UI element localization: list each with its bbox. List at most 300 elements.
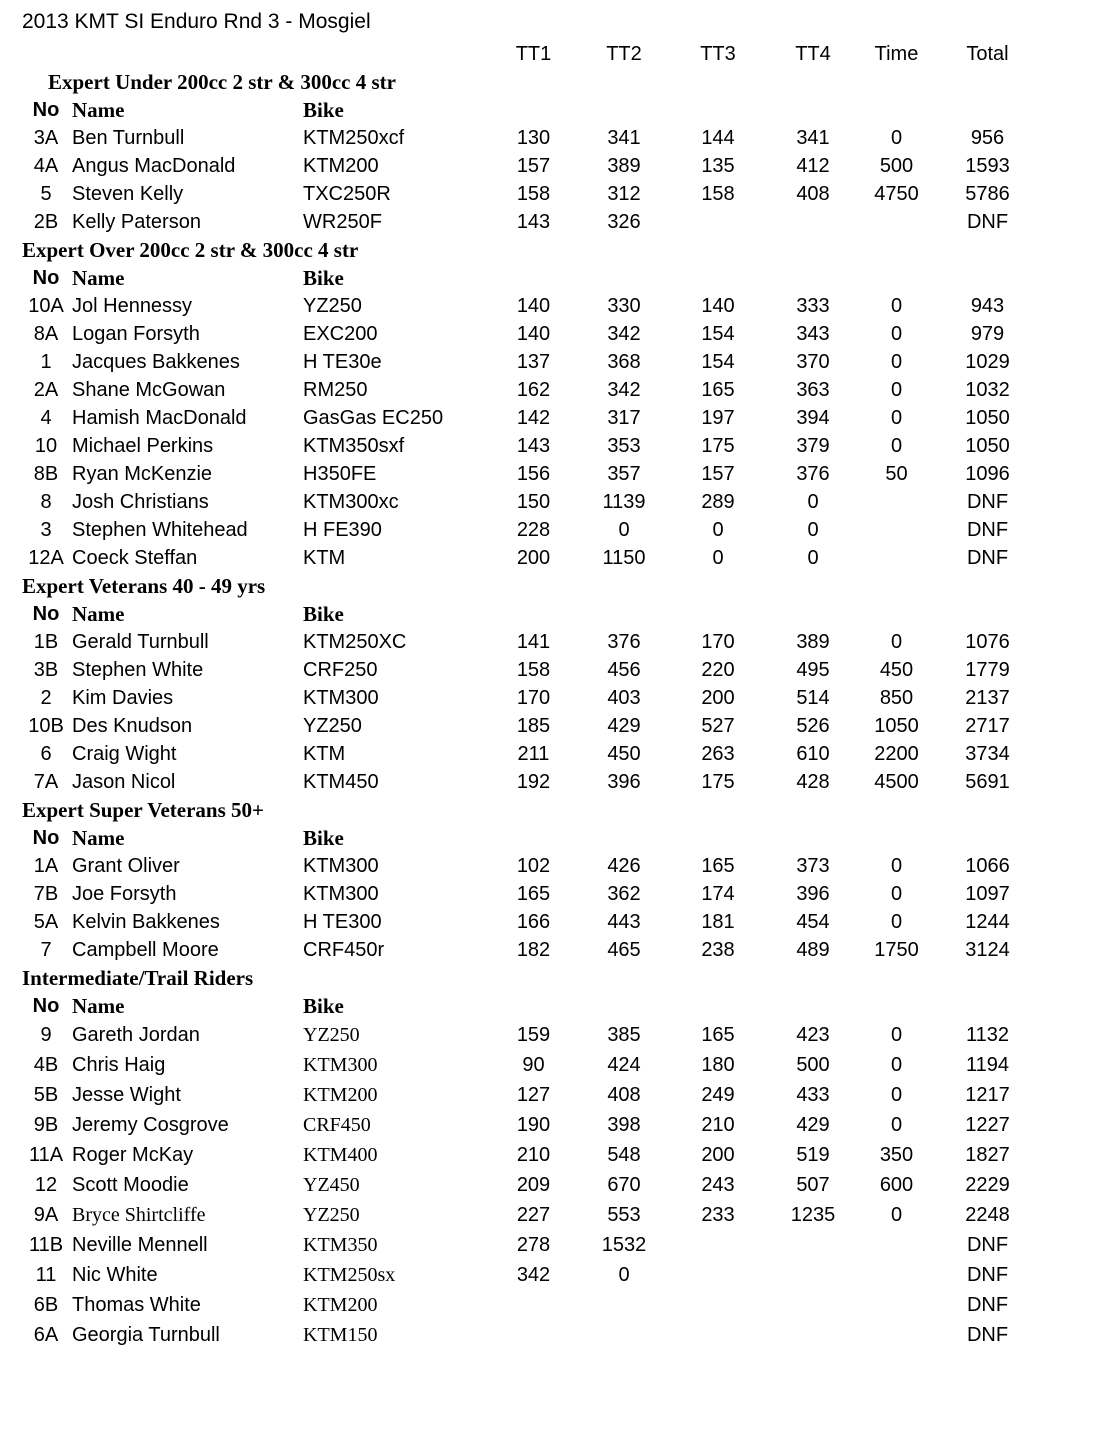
- table-subheader-row: [20, 992, 1040, 1020]
- cell-tt3: 220: [701, 658, 735, 681]
- subheader-spacer-tt2: [580, 264, 668, 292]
- subheader-no: No: [32, 602, 60, 625]
- cell-time: [858, 208, 935, 236]
- subheader-spacer-total: [935, 992, 1040, 1020]
- subheader-spacer-time: [858, 264, 935, 292]
- cell-tt3: 174: [701, 882, 735, 905]
- cell-total: 1050: [965, 406, 1010, 429]
- cell-tt1: 162: [516, 378, 551, 401]
- cell-tt4: [768, 1290, 858, 1320]
- cell-time: 0: [890, 630, 903, 653]
- cell-no: 1B: [33, 630, 59, 653]
- cell-tt4: [768, 208, 858, 236]
- subheader-spacer-tt4: [768, 600, 858, 628]
- subheader-no: No: [32, 266, 60, 289]
- cell-tt2: 403: [607, 686, 641, 709]
- cell-bike: H TE300: [303, 910, 382, 933]
- cell-bike: KTM400: [303, 1143, 378, 1166]
- cell-tt1: 142: [516, 406, 551, 429]
- cell-tt2: 385: [607, 1023, 641, 1046]
- cell-tt2: 368: [607, 350, 641, 373]
- cell-tt1: 211: [517, 742, 550, 765]
- cell-time: 500: [879, 154, 914, 177]
- cell-tt4: 495: [796, 658, 830, 681]
- cell-total: 1097: [965, 882, 1010, 905]
- cell-tt1: 158: [516, 658, 551, 681]
- cell-no: 2A: [33, 378, 59, 401]
- cell-no: 6B: [33, 1293, 59, 1316]
- cell-tt1: 210: [516, 1143, 551, 1166]
- cell-total: 1029: [965, 350, 1010, 373]
- cell-total: 956: [970, 126, 1005, 149]
- cell-name: Angus MacDonald: [72, 154, 236, 177]
- section-header: Expert Veterans 40 - 49 yrs: [22, 573, 266, 598]
- cell-name: Bryce Shirtcliffe: [72, 1203, 206, 1226]
- subheader-bike: Bike: [303, 601, 344, 626]
- cell-name: Nic White: [72, 1263, 158, 1286]
- cell-tt4: 389: [796, 630, 830, 653]
- table-row: [20, 404, 1040, 432]
- subheader-spacer-tt3: [668, 96, 768, 124]
- cell-tt2: 1150: [602, 546, 646, 569]
- cell-total: 1244: [965, 910, 1010, 933]
- cell-tt4: 341: [796, 126, 830, 149]
- cell-tt3: [668, 1290, 768, 1320]
- cell-no: 7B: [33, 882, 59, 905]
- cell-name: Jacques Bakkenes: [72, 350, 240, 373]
- cell-no: 1A: [33, 854, 59, 877]
- cell-name: Grant Oliver: [72, 854, 180, 877]
- column-header-row: [20, 40, 1040, 68]
- subheader-spacer-time: [858, 96, 935, 124]
- cell-tt3: 233: [701, 1203, 735, 1226]
- cell-tt1: 158: [516, 182, 551, 205]
- section-header: Expert Under 200cc 2 str & 300cc 4 str: [48, 69, 396, 94]
- cell-tt3: 170: [701, 630, 735, 653]
- cell-name: Des Knudson: [72, 714, 193, 737]
- column-header-time: Time: [874, 42, 919, 65]
- cell-tt3: 158: [701, 182, 735, 205]
- table-row: [20, 1230, 1040, 1260]
- cell-tt2: 429: [607, 714, 641, 737]
- subheader-spacer-tt2: [580, 600, 668, 628]
- cell-tt2: 465: [607, 938, 641, 961]
- cell-tt3: 243: [701, 1173, 735, 1196]
- cell-total: 1827: [965, 1143, 1010, 1166]
- cell-tt4: 0: [807, 518, 819, 541]
- cell-tt4: 0: [807, 490, 819, 513]
- cell-bike: RM250: [303, 378, 368, 401]
- cell-total: 1066: [965, 854, 1010, 877]
- subheader-spacer-total: [935, 96, 1040, 124]
- cell-no: 5A: [33, 910, 59, 933]
- cell-tt1: 141: [516, 630, 551, 653]
- cell-total: 3734: [965, 742, 1010, 765]
- table-row: [20, 712, 1040, 740]
- cell-tt2: 0: [618, 1263, 630, 1286]
- cell-tt2: 326: [607, 210, 641, 233]
- cell-tt4: 454: [796, 910, 830, 933]
- subheader-spacer-tt4: [768, 264, 858, 292]
- cell-bike: EXC200: [303, 322, 378, 345]
- cell-bike: KTM300: [303, 686, 379, 709]
- cell-bike: CRF250: [303, 658, 378, 681]
- table-row: [20, 1290, 1040, 1320]
- section-header-row: [20, 796, 1040, 824]
- cell-time: 0: [890, 910, 903, 933]
- cell-name: Jesse Wight: [72, 1083, 181, 1106]
- section-header-row: [20, 68, 1040, 96]
- cell-tt2: 376: [607, 630, 641, 653]
- column-header-tt2: TT2: [606, 42, 642, 65]
- cell-name: Coeck Steffan: [72, 546, 198, 569]
- subheader-name: Name: [72, 601, 125, 626]
- table-row: [20, 1260, 1040, 1290]
- subheader-spacer-tt2: [580, 96, 668, 124]
- cell-name: Thomas White: [72, 1293, 201, 1316]
- cell-time: 0: [890, 322, 903, 345]
- cell-total: DNF: [966, 518, 1009, 541]
- cell-bike: KTM250xcf: [303, 126, 405, 149]
- cell-total: 943: [970, 294, 1005, 317]
- cell-time: 0: [890, 378, 903, 401]
- subheader-spacer-tt3: [668, 992, 768, 1020]
- subheader-name: Name: [72, 825, 125, 850]
- cell-time: 0: [890, 294, 903, 317]
- cell-no: 10: [34, 434, 58, 457]
- cell-bike: KTM300: [303, 882, 379, 905]
- cell-tt3: 157: [701, 462, 735, 485]
- cell-bike: H350FE: [303, 462, 377, 485]
- cell-bike: KTM350: [303, 1233, 378, 1256]
- cell-tt1: 159: [516, 1023, 551, 1046]
- cell-bike: H TE30e: [303, 350, 382, 373]
- cell-tt3: 175: [701, 434, 735, 457]
- results-table: [20, 40, 1040, 1350]
- table-row: [20, 908, 1040, 936]
- cell-total: 1076: [965, 630, 1010, 653]
- cell-no: 4: [40, 406, 52, 429]
- subheader-bike: Bike: [303, 97, 344, 122]
- cell-tt4: 519: [796, 1143, 830, 1166]
- cell-no: 2: [40, 686, 52, 709]
- cell-tt1: 137: [516, 350, 551, 373]
- subheader-name: Name: [72, 993, 125, 1018]
- cell-tt4: 1235: [790, 1203, 836, 1226]
- table-subheader-row: [20, 600, 1040, 628]
- table-row: [20, 1020, 1040, 1050]
- cell-total: DNF: [966, 1233, 1009, 1256]
- table-row: [20, 208, 1040, 236]
- cell-tt2: 342: [607, 322, 641, 345]
- cell-tt4: 412: [796, 154, 830, 177]
- cell-bike: YZ250: [303, 1023, 360, 1046]
- table-row: [20, 768, 1040, 796]
- cell-name: Ben Turnbull: [72, 126, 185, 149]
- cell-no: 4A: [33, 154, 59, 177]
- cell-tt4: 376: [796, 462, 830, 485]
- cell-tt2: 670: [607, 1173, 641, 1196]
- table-row: [20, 432, 1040, 460]
- table-row: [20, 1200, 1040, 1230]
- cell-tt1: 192: [516, 770, 551, 793]
- subheader-spacer-tt1: [487, 824, 580, 852]
- table-row: [20, 320, 1040, 348]
- cell-bike: H FE390: [303, 518, 382, 541]
- cell-tt4: 500: [796, 1053, 830, 1076]
- cell-tt1: 150: [516, 490, 551, 513]
- cell-tt2: 450: [607, 742, 641, 765]
- cell-total: DNF: [966, 210, 1009, 233]
- cell-total: DNF: [966, 1293, 1009, 1316]
- cell-tt4: 373: [796, 854, 830, 877]
- cell-no: 3B: [33, 658, 59, 681]
- cell-tt1: 200: [516, 546, 551, 569]
- cell-name: Georgia Turnbull: [72, 1323, 220, 1346]
- subheader-bike: Bike: [303, 825, 344, 850]
- cell-name: Stephen White: [72, 658, 204, 681]
- subheader-spacer-total: [935, 824, 1040, 852]
- cell-no: 8: [40, 490, 52, 513]
- table-row: [20, 1050, 1040, 1080]
- cell-total: 1132: [965, 1023, 1009, 1046]
- cell-tt2: 424: [607, 1053, 641, 1076]
- cell-tt4: 433: [796, 1083, 830, 1106]
- table-row: [20, 1080, 1040, 1110]
- cell-tt3: 181: [701, 910, 735, 933]
- cell-tt2: 548: [607, 1143, 641, 1166]
- cell-no: 11A: [28, 1143, 64, 1166]
- cell-tt1: 102: [516, 854, 551, 877]
- cell-time: 450: [879, 658, 914, 681]
- cell-tt2: 396: [607, 770, 641, 793]
- cell-bike: YZ250: [303, 1203, 360, 1226]
- cell-total: 1096: [965, 462, 1010, 485]
- cell-tt4: 0: [807, 546, 819, 569]
- cell-time: 1050: [874, 714, 919, 737]
- table-subheader-row: [20, 264, 1040, 292]
- cell-no: 4B: [33, 1053, 59, 1076]
- cell-time: 0: [890, 350, 903, 373]
- subheader-no: No: [32, 994, 60, 1017]
- cell-tt3: 210: [701, 1113, 735, 1136]
- cell-bike: KTM250XC: [303, 630, 407, 653]
- page-title: 2013 KMT SI Enduro Rnd 3 - Mosgiel: [22, 10, 371, 33]
- cell-name: Scott Moodie: [72, 1173, 189, 1196]
- cell-time: 0: [890, 1053, 903, 1076]
- cell-total: 1593: [965, 154, 1010, 177]
- cell-tt2: 553: [607, 1203, 641, 1226]
- table-row: [20, 152, 1040, 180]
- cell-tt3: [668, 1320, 768, 1350]
- cell-tt1: 342: [516, 1263, 551, 1286]
- table-row: [20, 656, 1040, 684]
- cell-tt3: 0: [712, 518, 724, 541]
- cell-name: Jol Hennessy: [72, 294, 193, 317]
- section-header-row: [20, 572, 1040, 600]
- table-row: [20, 516, 1040, 544]
- table-row: [20, 740, 1040, 768]
- cell-name: Campbell Moore: [72, 938, 219, 961]
- table-row: [20, 292, 1040, 320]
- subheader-spacer-total: [935, 264, 1040, 292]
- cell-tt2: 1139: [602, 490, 646, 513]
- cell-total: 2229: [965, 1173, 1010, 1196]
- cell-bike: KTM150: [303, 1323, 378, 1346]
- table-row: [20, 180, 1040, 208]
- column-header-total: Total: [966, 42, 1009, 65]
- cell-bike: KTM250sx: [303, 1263, 396, 1286]
- table-row: [20, 628, 1040, 656]
- cell-time: 4500: [874, 770, 919, 793]
- cell-tt2: 341: [607, 126, 641, 149]
- subheader-spacer-tt4: [768, 824, 858, 852]
- subheader-spacer-tt3: [668, 600, 768, 628]
- cell-tt1: 228: [516, 518, 551, 541]
- subheader-spacer-time: [858, 992, 935, 1020]
- cell-total: DNF: [966, 490, 1009, 513]
- results-table-body: [20, 40, 1040, 1350]
- cell-name: Kim Davies: [72, 686, 174, 709]
- cell-tt1: 227: [516, 1203, 551, 1226]
- cell-tt3: 135: [701, 154, 735, 177]
- cell-tt1: 90: [522, 1053, 545, 1076]
- subheader-spacer-tt2: [580, 824, 668, 852]
- cell-tt3: 165: [701, 378, 735, 401]
- subheader-spacer-time: [858, 824, 935, 852]
- cell-tt3: 263: [701, 742, 735, 765]
- column-header-spacer-bike: [303, 40, 487, 68]
- cell-tt1: 185: [516, 714, 551, 737]
- cell-bike: CRF450r: [303, 938, 385, 961]
- cell-bike: KTM200: [303, 1293, 378, 1316]
- cell-tt3: 0: [712, 546, 724, 569]
- cell-total: 2248: [965, 1203, 1010, 1226]
- subheader-bike: Bike: [303, 265, 344, 290]
- cell-no: 12: [34, 1173, 58, 1196]
- cell-total: 3124: [965, 938, 1010, 961]
- cell-tt4: 428: [796, 770, 830, 793]
- cell-tt3: 144: [701, 126, 735, 149]
- cell-time: [858, 516, 935, 544]
- cell-no: 8A: [33, 322, 59, 345]
- cell-time: 0: [890, 1083, 903, 1106]
- cell-tt1: 278: [516, 1233, 551, 1256]
- cell-tt2: 0: [618, 518, 630, 541]
- cell-name: Gareth Jordan: [72, 1023, 200, 1046]
- cell-tt2: 426: [607, 854, 641, 877]
- cell-bike: YZ250: [303, 294, 362, 317]
- cell-tt4: 489: [796, 938, 830, 961]
- cell-tt1: [487, 1320, 580, 1350]
- cell-tt4: 363: [796, 378, 830, 401]
- table-row: [20, 348, 1040, 376]
- cell-no: 5B: [33, 1083, 59, 1106]
- cell-total: DNF: [966, 1263, 1009, 1286]
- cell-tt1: 140: [516, 294, 551, 317]
- cell-tt4: 333: [796, 294, 830, 317]
- cell-no: 1: [40, 350, 52, 373]
- section-header: Expert Super Veterans 50+: [22, 797, 265, 822]
- cell-time: 0: [890, 1023, 903, 1046]
- cell-time: 1750: [874, 938, 919, 961]
- cell-tt3: 238: [701, 938, 735, 961]
- cell-tt1: 143: [516, 210, 551, 233]
- cell-time: 350: [879, 1143, 914, 1166]
- cell-tt1: 190: [516, 1113, 551, 1136]
- cell-bike: GasGas EC250: [303, 406, 444, 429]
- section-header-row: [20, 236, 1040, 264]
- section-header: Expert Over 200cc 2 str & 300cc 4 str: [22, 237, 359, 262]
- cell-no: 7A: [33, 770, 59, 793]
- cell-no: 11: [35, 1263, 57, 1286]
- cell-tt3: 200: [701, 1143, 735, 1166]
- subheader-name: Name: [72, 265, 125, 290]
- cell-tt3: [668, 1260, 768, 1290]
- cell-tt2: 357: [607, 462, 641, 485]
- cell-no: 10B: [28, 714, 64, 737]
- cell-bike: KTM200: [303, 1083, 378, 1106]
- cell-total: 1227: [965, 1113, 1010, 1136]
- cell-tt2: 1532: [601, 1233, 647, 1256]
- subheader-spacer-time: [858, 600, 935, 628]
- cell-tt3: 197: [701, 406, 735, 429]
- cell-tt2: [580, 1290, 668, 1320]
- cell-tt4: 610: [796, 742, 830, 765]
- cell-name: Neville Mennell: [72, 1233, 208, 1256]
- column-header-tt3: TT3: [700, 42, 736, 65]
- cell-tt4: 526: [796, 714, 830, 737]
- cell-tt1: 166: [516, 910, 551, 933]
- cell-time: 850: [879, 686, 914, 709]
- cell-time: 0: [890, 1113, 903, 1136]
- subheader-spacer-total: [935, 600, 1040, 628]
- cell-tt2: 353: [607, 434, 641, 457]
- cell-time: [858, 1260, 935, 1290]
- cell-bike: CRF450: [303, 1113, 371, 1136]
- cell-tt1: 143: [516, 434, 551, 457]
- cell-bike: KTM300: [303, 854, 379, 877]
- cell-total: 1032: [965, 378, 1010, 401]
- cell-tt4: 343: [796, 322, 830, 345]
- cell-total: DNF: [966, 1323, 1009, 1346]
- cell-tt4: [768, 1230, 858, 1260]
- cell-total: 1779: [965, 658, 1010, 681]
- cell-name: Steven Kelly: [72, 182, 184, 205]
- cell-total: 979: [970, 322, 1005, 345]
- cell-no: 11B: [28, 1233, 64, 1256]
- cell-total: 1194: [965, 1053, 1009, 1076]
- cell-name: Shane McGowan: [72, 378, 226, 401]
- cell-bike: KTM200: [303, 154, 379, 177]
- table-subheader-row: [20, 824, 1040, 852]
- cell-time: 0: [890, 406, 903, 429]
- table-row: [20, 1110, 1040, 1140]
- cell-tt3: 140: [701, 294, 735, 317]
- subheader-spacer-tt3: [668, 264, 768, 292]
- cell-tt1: 156: [516, 462, 551, 485]
- cell-no: 2B: [33, 210, 59, 233]
- cell-tt4: 408: [796, 182, 830, 205]
- cell-no: 6: [40, 742, 52, 765]
- cell-tt2: 456: [607, 658, 641, 681]
- cell-time: 50: [885, 462, 908, 485]
- cell-bike: WR250F: [303, 210, 382, 233]
- cell-time: [858, 1290, 935, 1320]
- cell-tt2: 330: [607, 294, 641, 317]
- cell-tt4: [768, 1320, 858, 1350]
- cell-tt3: 165: [701, 854, 735, 877]
